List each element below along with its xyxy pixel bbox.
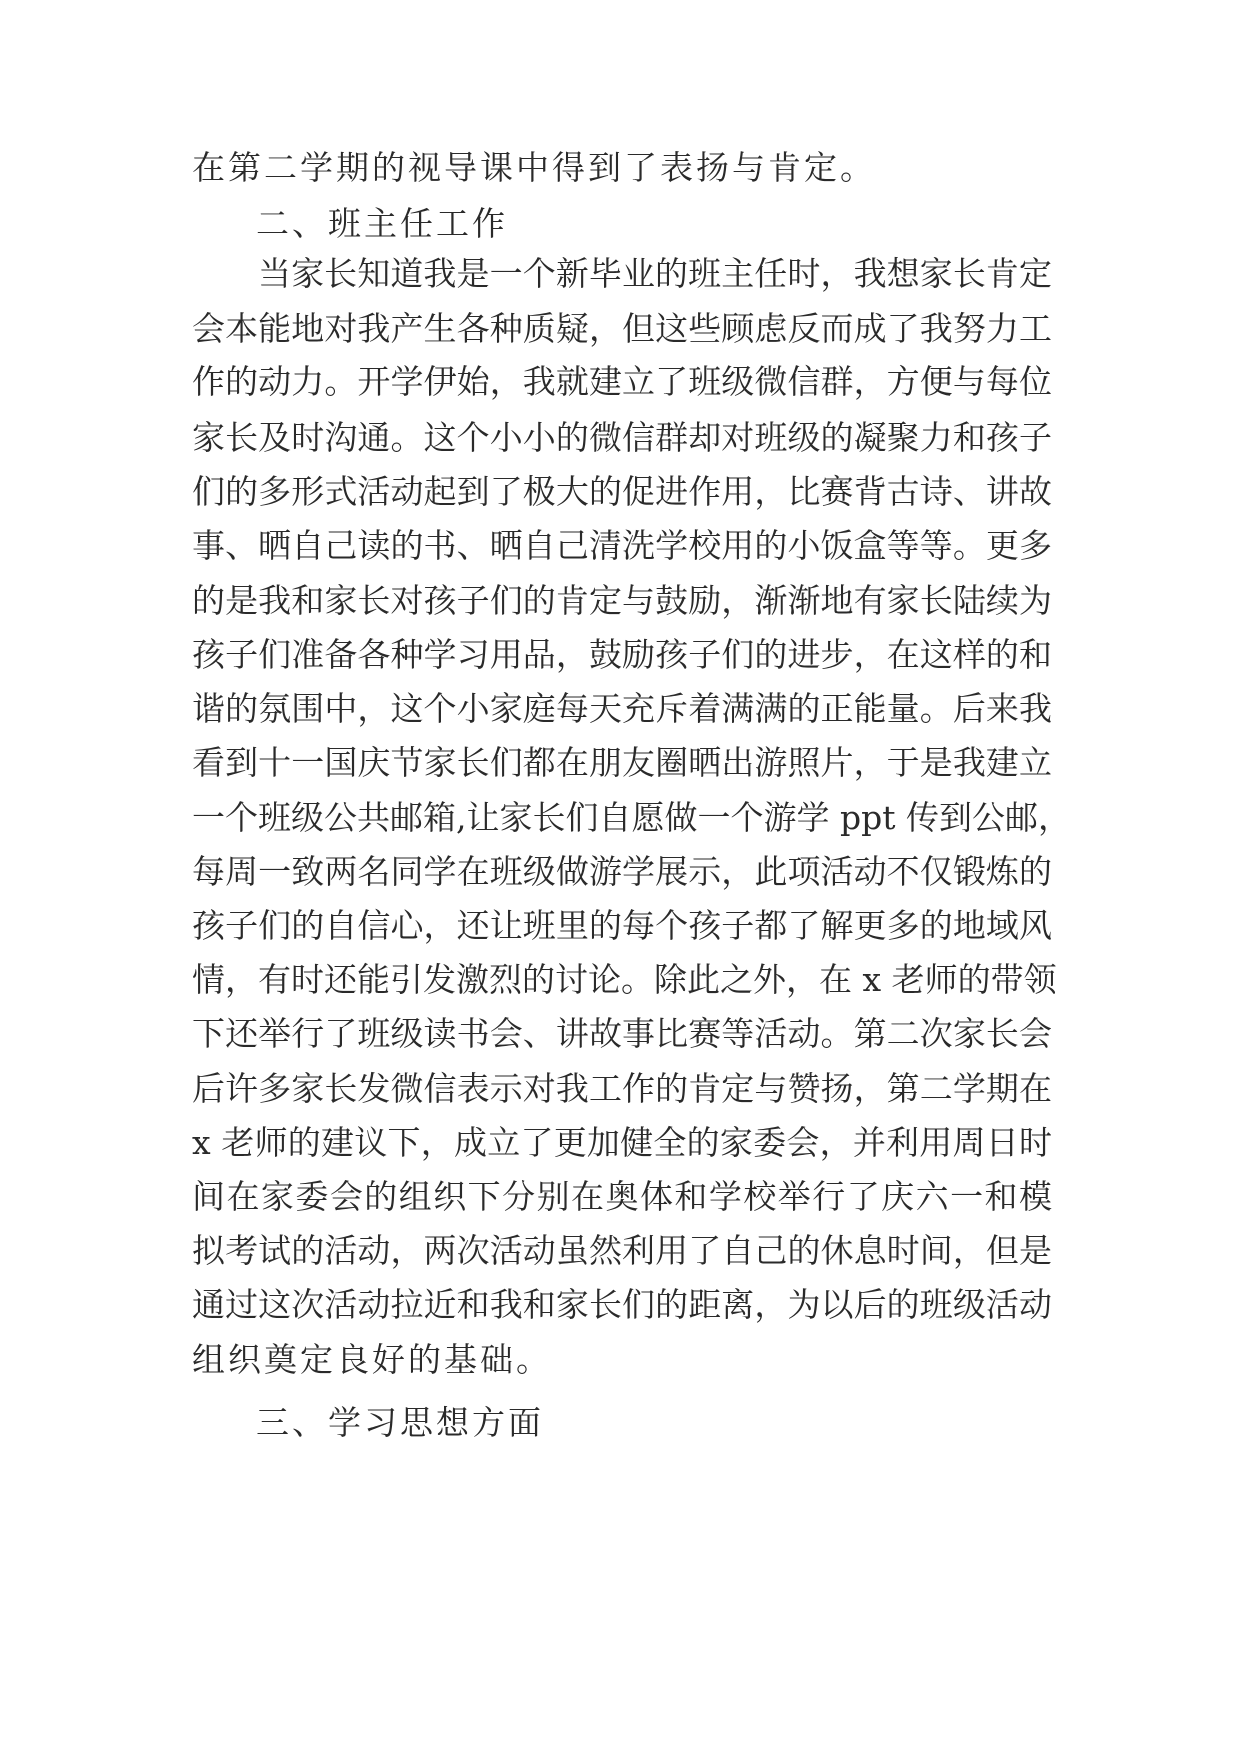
body-text-line: 每周一致两名同学在班级做游学展示，此项活动不仅锻炼的 (192, 852, 1052, 891)
body-text-line: 拟考试的活动，两次活动虽然利用了自己的休息时间，但是 (192, 1231, 1052, 1270)
body-text-line: 在第二学期的视导课中得到了表扬与肯定。 (192, 148, 876, 187)
body-text-line: 组织奠定良好的基础。 (192, 1340, 552, 1379)
body-text-line: 看到十一国庆节家长们都在朋友圈晒出游照片，于是我建立 (192, 743, 1052, 782)
body-text-line: 当家长知道我是一个新毕业的班主任时，我想家长肯定 (258, 254, 1052, 293)
body-text-line: 通过这次活动拉近和我和家长们的距离，为以后的班级活动 (192, 1285, 1052, 1324)
section-heading: 二、班主任工作 (256, 204, 508, 243)
section-heading: 三、学习思想方面 (256, 1403, 544, 1442)
body-text-line: 事、晒自己读的书、晒自己清洗学校用的小饭盒等等。更多 (192, 526, 1052, 565)
body-text-line: 作的动力。开学伊始，我就建立了班级微信群，方便与每位 (192, 362, 1052, 401)
body-text-line: 的是我和家长对孩子们的肯定与鼓励，渐渐地有家长陆续为 (192, 581, 1052, 620)
body-text-line: 后许多家长发微信表示对我工作的肯定与赞扬，第二学期在 (192, 1069, 1052, 1108)
body-text-line: 下还举行了班级读书会、讲故事比赛等活动。第二次家长会 (192, 1014, 1052, 1053)
body-text-line: 孩子们准备各种学习用品，鼓励孩子们的进步，在这样的和 (192, 635, 1052, 674)
body-text-line: 家长及时沟通。这个小小的微信群却对班级的凝聚力和孩子 (192, 418, 1052, 457)
body-text-line: 情，有时还能引发激烈的讨论。除此之外，在 x 老师的带领 (192, 960, 1057, 999)
body-text-line: x 老师的建议下，成立了更加健全的家委会，并利用周日时 (192, 1123, 1052, 1162)
body-text-line: 孩子们的自信心，还让班里的每个孩子都了解更多的地域风 (192, 906, 1052, 945)
body-text-line: 们的多形式活动起到了极大的促进作用，比赛背古诗、讲故 (192, 472, 1052, 511)
body-text-line: 间在家委会的组织下分别在奥体和学校举行了庆六一和模 (192, 1177, 1052, 1216)
body-text-line: 会本能地对我产生各种质疑，但这些顾虑反而成了我努力工 (192, 309, 1052, 348)
body-text-line: 一个班级公共邮箱,让家长们自愿做一个游学 ppt 传到公邮， (192, 798, 1071, 837)
body-text-line: 谐的氛围中，这个小家庭每天充斥着满满的正能量。后来我 (192, 689, 1052, 728)
